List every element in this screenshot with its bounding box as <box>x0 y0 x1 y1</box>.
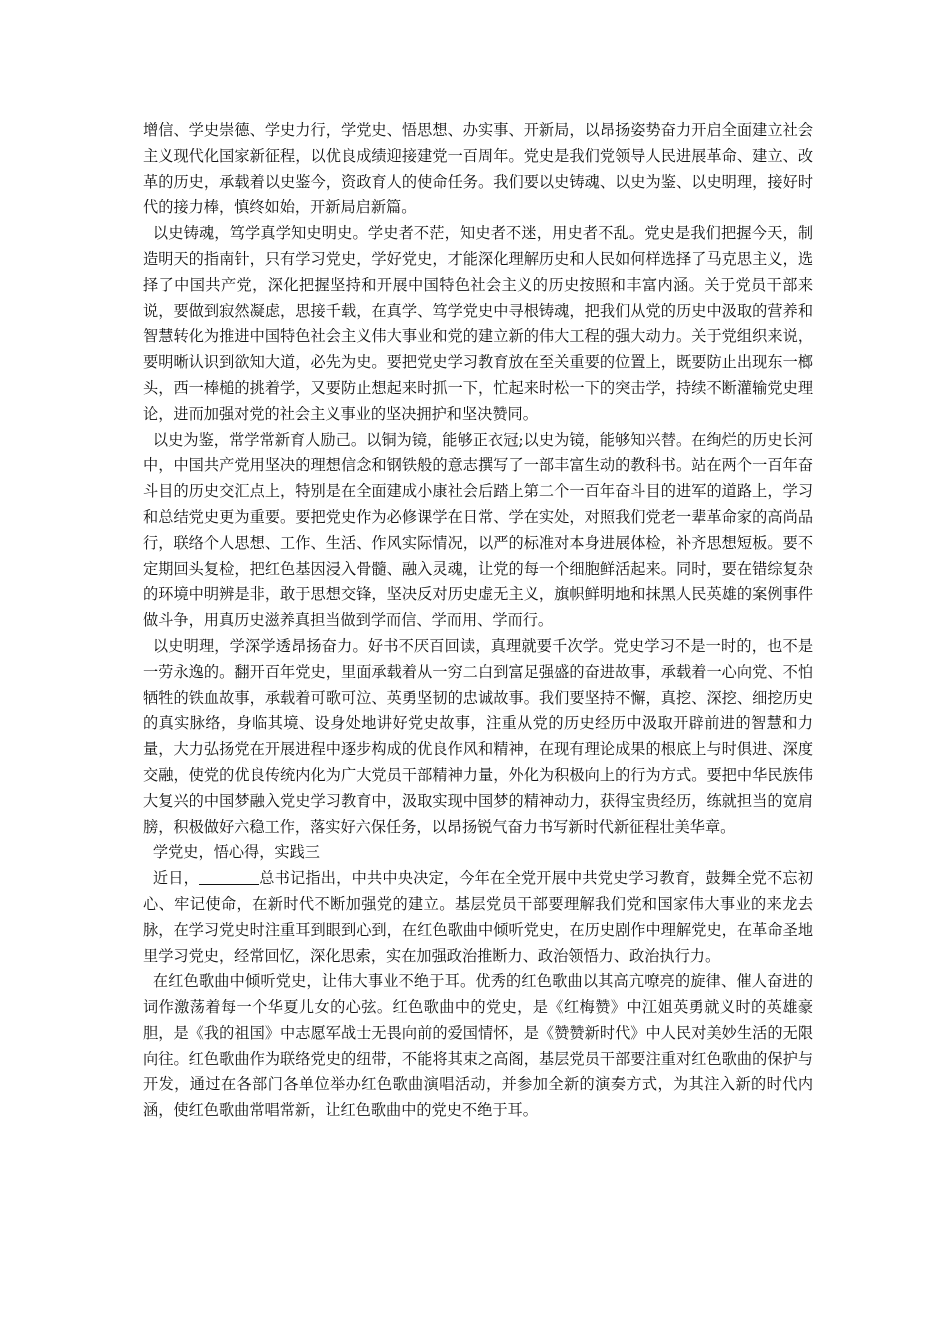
paragraph-recent-rest: 总书记指出，中共中央决定，今年在全党开展中共党史学习教育，鼓舞全党不忘初心、牢记使命，在新时代不断加强党的建立。基层党员干部要理解我们党和国家伟大事业的来龙去脉，在学习党史时注重耳到眼到心到，在红色歌曲中倾听党史，在历史剧作中理解党史，在革命圣地里学习党史，经常回忆，深化思索，实在加强政治推断力、政治领悟力、政治执行力。 <box>143 869 814 965</box>
paragraph-soul: 以史铸魂，笃学真学知史明史。学史者不茫，知史者不迷，用史者不乱。党史是我们把握今天，制造明天的指南针，只有学习党史，学好党史，才能深化理解历史和人民如何样选择了马克思主义，选择了中国共产党，深化把握坚持和开展中国特色社会主义的历史按照和丰富内涵。关于党员干部来说，要做到寂然凝虑，思接千载，在真学、笃学党史中寻根铸魂，把我们从党的历史中汲取的营养和智慧转化为推进中国特色社会主义伟大事业和党的建立新的伟大工程的强大动力。关于党组织来说，要明晰认识到欲知大道，必先为史。要把党史学习教育放在至关重要的位置上，既要防止出现东一榔头，西一棒槌的挑着学，又要防止想起来时抓一下，忙起来时松一下的突击学，持续不断灌输党史理论，进而加强对党的社会主义事业的坚决拥护和坚决赞同。 <box>143 224 813 423</box>
blank-underline <box>199 870 259 885</box>
paragraph-intro-continuation: 增信、学史崇德、学史力行，学党史、悟思想、办实事、开新局，以昂扬姿势奋力开启全面建立社会主义现代化国家新征程，以优良成绩迎接建党一百周年。党史是我们党领导人民进展革命、建立、改革的历史，承载着以史鉴今，资政育人的使命任务。我们要以史铸魂、以史为鉴、以史明理，接好时代的接力棒，慎终如始，开新局启新篇。 <box>143 121 813 217</box>
paragraph-mirror: 以史为鉴，常学常新育人励己。以铜为镜，能够正衣冠;以史为镜，能够知兴替。在绚烂的历史长河中，中国共产党用坚决的理想信念和钢铁般的意志撰写了一部丰富生动的教科书。站在两个一百年奋斗目的历史交汇点上，特别是在全面建成小康社会后踏上第二个一百年奋斗目的进军的道路上，学习和总结党史更为重要。要把党史作为必修课学在日常、学在实处，对照我们党老一辈革命家的高尚品行，联络个人思想、工作、生活、作风实际情况，以严的标准对本身进展体检，补齐思想短板。要不定期回头复检，把红色基因浸入骨髓、融入灵魂，让党的每一个细胞鲜活起来。同时，要在错综复杂的环境中明辨是非，敢于思想交锋，坚决反对历史虚无主义，旗帜鲜明地和抹黑人民英雄的案例事件做斗争，用真历史滋养真担当做到学而信、学而用、学而行。 <box>143 430 813 630</box>
paragraph-reason: 以史明理，学深学透昂扬奋力。好书不厌百回读，真理就要千次学。党史学习不是一时的，也不是一劳永逸的。翻开百年党史，里面承载着从一穷二白到富足强盛的奋进故事，承载着一心向党、不怕牺牲的铁血故事，承载着可歌可泣、英勇坚韧的忠诚故事。我们要坚持不懈，真挖、深挖、细挖历史的真实脉络，身临其境、设身处地讲好党史故事，注重从党的历史经历中汲取开辟前进的智慧和力量，大力弘扬党在开展进程中逐步构成的优良作风和精神，在现有理论成果的根底上与时俱进、深度交融，使党的优良传统内化为广大党员干部精神力量，外化为积极向上的行为方式。要把中华民族伟大复兴的中国梦融入党史学习教育中，汲取实现中国梦的精神动力，获得宝贵经历，练就担当的宽肩膀，积极做好六稳工作，落实好六保任务，以昂扬锐气奋力书写新时代新征程壮美华章。 <box>143 636 813 836</box>
paragraph-recent <box>143 866 813 969</box>
paragraph-recent-start: 近日， <box>152 869 200 888</box>
document-body <box>143 118 813 1124</box>
section-heading: 学党史，悟心得，实践三 <box>152 843 320 862</box>
paragraph-red-songs: 在红色歌曲中倾听党史，让伟大事业不绝于耳。优秀的红色歌曲以其高亢嘹亮的旋律、催人奋进的词作激荡着每一个华夏儿女的心弦。红色歌曲中的党史，是《红梅赞》中江姐英勇就义时的英雄豪胆，是《我的祖国》中志愿军战士无畏向前的爱国情怀，是《赞赞新时代》中人民对美妙生活的无限向往。红色歌曲作为联络党史的纽带，不能将其束之高阁，基层党员干部要注重对红色歌曲的保护与开发，通过在各部门各单位举办红色歌曲演唱活动，并参加全新的演奏方式，为其注入新的时代内涵，使红色歌曲常唱常新，让红色歌曲中的党史不绝于耳。 <box>143 972 813 1120</box>
